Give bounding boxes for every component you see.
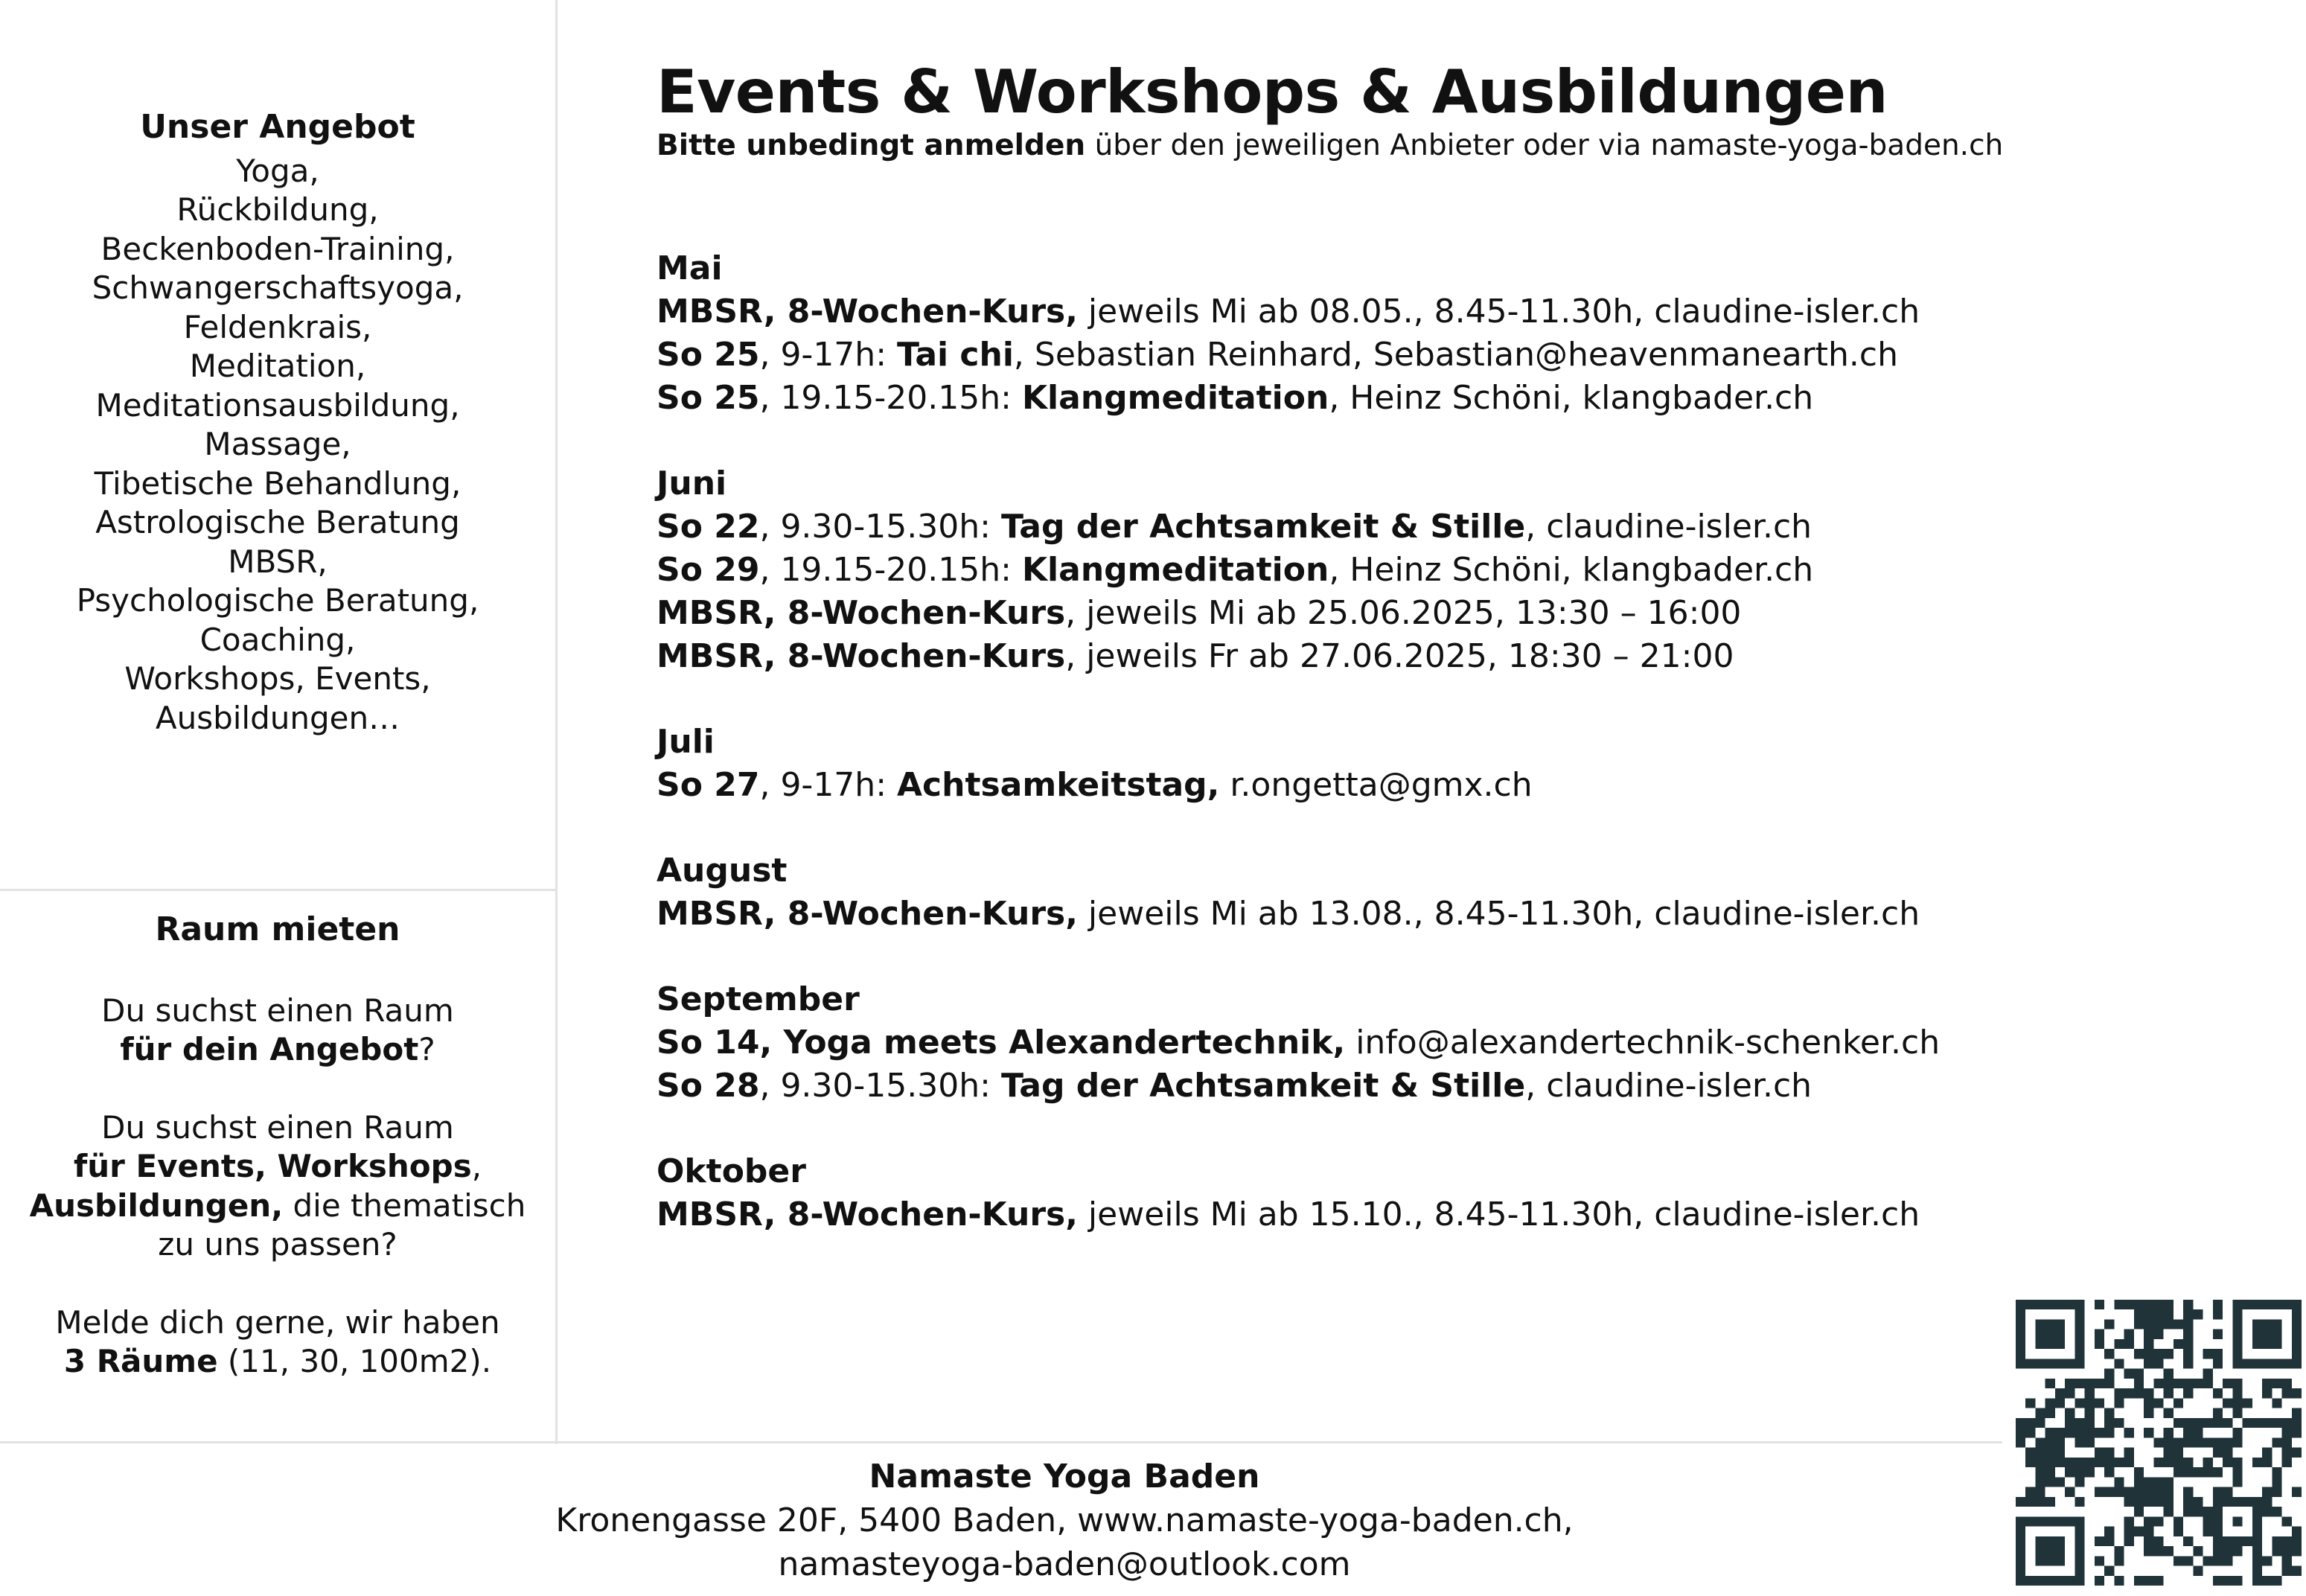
footer-email: namasteyoga-baden@outlook.com	[778, 1545, 1351, 1583]
event-text: , jeweils Mi ab 25.06.2025, 13:30 – 16:00	[1065, 594, 1742, 632]
offer-item: Tibetische Behandlung,	[94, 465, 461, 502]
event-item	[657, 592, 2257, 635]
room-p1-end: ?	[418, 1031, 435, 1067]
month-juni	[657, 462, 2257, 678]
offer-item: Meditation,	[189, 348, 366, 384]
offer-item: Massage,	[204, 426, 351, 462]
event-bold: So 22	[657, 508, 760, 546]
event-text-2: , claudine-isler.ch	[1525, 1067, 1812, 1105]
month-name: August	[657, 852, 788, 890]
subtitle-rest: über den jeweiligen Anbieter oder via namaste-yoga-baden.ch	[1085, 129, 2004, 162]
event-text: info@alexandertechnik-schenker.ch	[1345, 1024, 1941, 1062]
event-text: jeweils Mi ab 08.05., 8.45-11.30h, claudine-isler.ch	[1077, 293, 1920, 331]
offer-item: Meditationsausbildung,	[95, 386, 460, 424]
event-item	[657, 377, 2257, 420]
month-name: Juni	[657, 465, 727, 502]
room-title: Raum mieten	[155, 910, 400, 948]
month-name: Oktober	[657, 1152, 806, 1190]
offer-item: Beckenboden-Training,	[100, 230, 455, 267]
room-p2-bold-2: Ausbildungen,	[29, 1187, 284, 1224]
offer-list	[0, 152, 555, 738]
event-bold: MBSR, 8-Wochen-Kurs,	[657, 895, 1078, 933]
event-bold: So 29	[657, 551, 760, 589]
event-bold-2: Klangmeditation	[1021, 551, 1329, 589]
event-bold: So 27	[657, 766, 760, 804]
offer-item: MBSR,	[228, 543, 328, 580]
event-text-2: , Heinz Schöni, klangbader.ch	[1329, 379, 1814, 417]
page-title: Events & Workshops & Ausbildungen	[657, 57, 1888, 127]
subtitle	[657, 128, 2257, 164]
event-text: jeweils Mi ab 13.08., 8.45-11.30h, claudine-isler.ch	[1077, 895, 1920, 933]
offer-item: Schwangerschaftsyoga,	[92, 269, 464, 306]
month-juli	[657, 721, 2257, 807]
room-p3-bold: 3 Räume	[63, 1343, 218, 1379]
event-item	[657, 333, 2257, 377]
month-oktober	[657, 1150, 2257, 1236]
room-p2-line: Du suchst einen Raum	[101, 1108, 454, 1146]
event-text-2: , Heinz Schöni, klangbader.ch	[1329, 551, 1814, 589]
event-bold-2: Achtsamkeitstag,	[897, 766, 1220, 804]
offer-item: Ausbildungen…	[155, 699, 400, 736]
month-august	[657, 849, 2257, 936]
room-p1-bold: für dein Angebot	[120, 1031, 419, 1067]
events-main	[657, 57, 2257, 1279]
month-name: Mai	[657, 249, 723, 287]
room-p2-rest: die thematisch	[283, 1187, 526, 1224]
event-item	[657, 764, 2257, 807]
offer-item: Rückbildung,	[176, 191, 379, 228]
event-item	[657, 290, 2257, 333]
offer-item: Feldenkrais,	[183, 308, 372, 345]
qr-code-icon[interactable]	[2016, 1300, 2302, 1586]
event-bold: So 28	[657, 1067, 760, 1105]
event-bold: So 25	[657, 379, 760, 417]
event-bold: MBSR, 8-Wochen-Kurs	[657, 594, 1066, 632]
event-text-2: r.ongetta@gmx.ch	[1219, 766, 1533, 804]
offer-item: Workshops, Events,	[124, 660, 431, 697]
event-text: , 19.15-20.15h:	[759, 551, 1022, 589]
month-mai	[657, 247, 2257, 420]
offer-item: Coaching,	[199, 621, 356, 658]
event-text: jeweils Mi ab 15.10., 8.45-11.30h, claudine-isler.ch	[1077, 1196, 1920, 1233]
offer-item: Psychologische Beratung,	[76, 582, 479, 619]
footer	[476, 1455, 1652, 1586]
room-p3-line: Melde dich gerne, wir haben	[55, 1303, 500, 1341]
event-text: , jeweils Fr ab 27.06.2025, 18:30 – 21:00	[1065, 637, 1734, 675]
room-paragraph-1	[0, 992, 555, 1070]
event-bold-2: Tai chi	[897, 336, 1014, 374]
event-bold-2: Klangmeditation	[1021, 379, 1329, 417]
qr-modules	[2016, 1300, 2302, 1586]
event-bold: MBSR, 8-Wochen-Kurs	[657, 637, 1066, 675]
event-bold: So 25	[657, 336, 760, 374]
footer-address: Kronengasse 20F, 5400 Baden, www.namaste-yoga-baden.ch,	[555, 1501, 1574, 1539]
room-p3-rest: (11, 30, 100m2).	[217, 1343, 492, 1379]
event-text: , 9.30-15.30h:	[759, 1067, 1001, 1105]
footer-studio-name: Namaste Yoga Baden	[869, 1458, 1260, 1496]
event-text: , 19.15-20.15h:	[759, 379, 1022, 417]
offer-item: Astrologische Beratung	[95, 504, 460, 540]
event-item	[657, 505, 2257, 549]
event-text: , 9-17h:	[759, 336, 897, 374]
event-item	[657, 1064, 2257, 1108]
sidebar-section-divider	[0, 889, 555, 891]
event-item	[657, 1021, 2257, 1064]
event-item	[657, 1193, 2257, 1236]
event-text: , 9-17h:	[759, 766, 897, 804]
room-paragraph-3	[0, 1303, 555, 1382]
event-bold: MBSR, 8-Wochen-Kurs,	[657, 1196, 1078, 1233]
sidebar-divider	[555, 0, 558, 1444]
month-name: Juli	[657, 723, 715, 761]
event-bold: MBSR, 8-Wochen-Kurs,	[657, 293, 1078, 331]
footer-divider	[0, 1441, 2002, 1443]
month-name: September	[657, 980, 860, 1018]
offer-item: Yoga,	[236, 152, 319, 189]
offer-section	[0, 108, 555, 738]
room-paragraph-2	[0, 1108, 555, 1265]
event-item	[657, 635, 2257, 678]
event-text-2: , Sebastian Reinhard, Sebastian@heavenmanearth.ch	[1013, 336, 1898, 374]
months-list	[657, 247, 2257, 1236]
event-item	[657, 549, 2257, 592]
month-september	[657, 978, 2257, 1108]
room-rental-section	[0, 910, 555, 1382]
room-p2-comma: ,	[471, 1148, 482, 1184]
event-bold-2: Tag der Achtsamkeit & Stille	[1000, 1067, 1526, 1105]
room-p2-line-4: zu uns passen?	[158, 1226, 397, 1263]
event-item	[657, 893, 2257, 936]
subtitle-bold: Bitte unbedingt anmelden	[657, 129, 1086, 162]
event-text: , 9.30-15.30h:	[759, 508, 1001, 546]
event-bold-2: Tag der Achtsamkeit & Stille	[1000, 508, 1526, 546]
offer-title: Unser Angebot	[140, 108, 415, 146]
event-text-2: , claudine-isler.ch	[1525, 508, 1812, 546]
event-bold: So 14, Yoga meets Alexandertechnik,	[657, 1024, 1346, 1062]
room-p1-line: Du suchst einen Raum	[101, 992, 454, 1029]
room-p2-bold-1: für Events, Workshops	[73, 1148, 472, 1184]
